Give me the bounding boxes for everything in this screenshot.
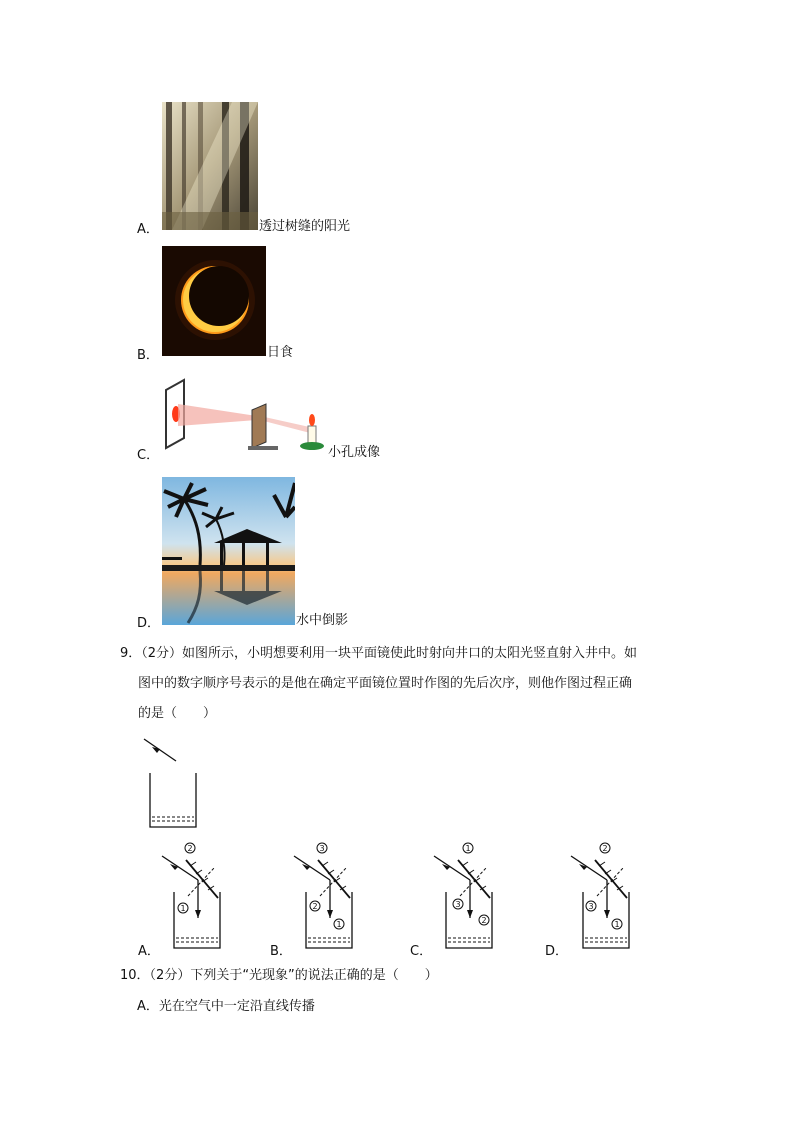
water-reflection-image: [162, 477, 295, 625]
forest-sunlight-image: [162, 102, 258, 230]
well-sunlight-figure: [138, 733, 208, 833]
question-9-line-2: 图中的数字顺序号表示的是他在确定平面镜位置时作图的先后次序，则他作图过程正确: [138, 676, 633, 691]
svg-text:3: 3: [455, 900, 461, 909]
q9-choice-a[interactable]: [138, 840, 248, 960]
svg-text:3: 3: [319, 844, 325, 853]
question-10-option-a[interactable]: A．光在空气中一定沿直线传播: [137, 999, 315, 1014]
svg-text:2: 2: [187, 844, 193, 853]
q9-choice-d[interactable]: [545, 840, 655, 960]
question-9-stem: [120, 639, 700, 729]
q9-choice-c[interactable]: [410, 840, 520, 960]
svg-text:2: 2: [481, 916, 487, 925]
option-caption-a: 透过树缝的阳光: [259, 219, 351, 234]
option-caption-b: 日食: [267, 345, 294, 360]
option-letter-a: A．: [137, 222, 159, 237]
svg-text:1: 1: [614, 920, 620, 929]
svg-text:2: 2: [602, 844, 608, 853]
question-9-line-3: 的是（ ）: [138, 706, 217, 721]
svg-text:1: 1: [180, 904, 186, 913]
option-letter-d: D．: [137, 616, 161, 631]
mirror-diagram-c: [430, 840, 520, 952]
svg-text:2: 2: [312, 902, 318, 911]
svg-text:1: 1: [336, 920, 342, 929]
q9-choice-letter-a: A．: [138, 944, 160, 959]
option-letter-c: C．: [137, 448, 160, 463]
q9-choice-letter-b: B．: [270, 944, 292, 959]
option-letter-b: B．: [137, 348, 159, 363]
q9-choice-letter-d: D．: [545, 944, 569, 959]
option-caption-d: 水中倒影: [296, 613, 349, 628]
option-caption-c: 小孔成像: [328, 445, 381, 460]
q9-choice-b[interactable]: [270, 840, 380, 960]
svg-text:1: 1: [465, 844, 471, 853]
question-9-line-1: 9．（2分）如图所示，小明想要利用一块平面镜使此时射向井口的太阳光竖直射入井中。如: [120, 646, 638, 661]
question-10-stem: 10．（2分）下列关于“光现象”的说法正确的是（ ）: [120, 968, 438, 983]
mirror-diagram-d: [567, 840, 657, 952]
pinhole-image: [162, 376, 326, 454]
mirror-diagram-a: [158, 840, 248, 952]
svg-text:3: 3: [588, 902, 594, 911]
mirror-diagram-b: [290, 840, 380, 952]
eclipse-image: [162, 246, 266, 356]
q9-choice-letter-c: C．: [410, 944, 433, 959]
